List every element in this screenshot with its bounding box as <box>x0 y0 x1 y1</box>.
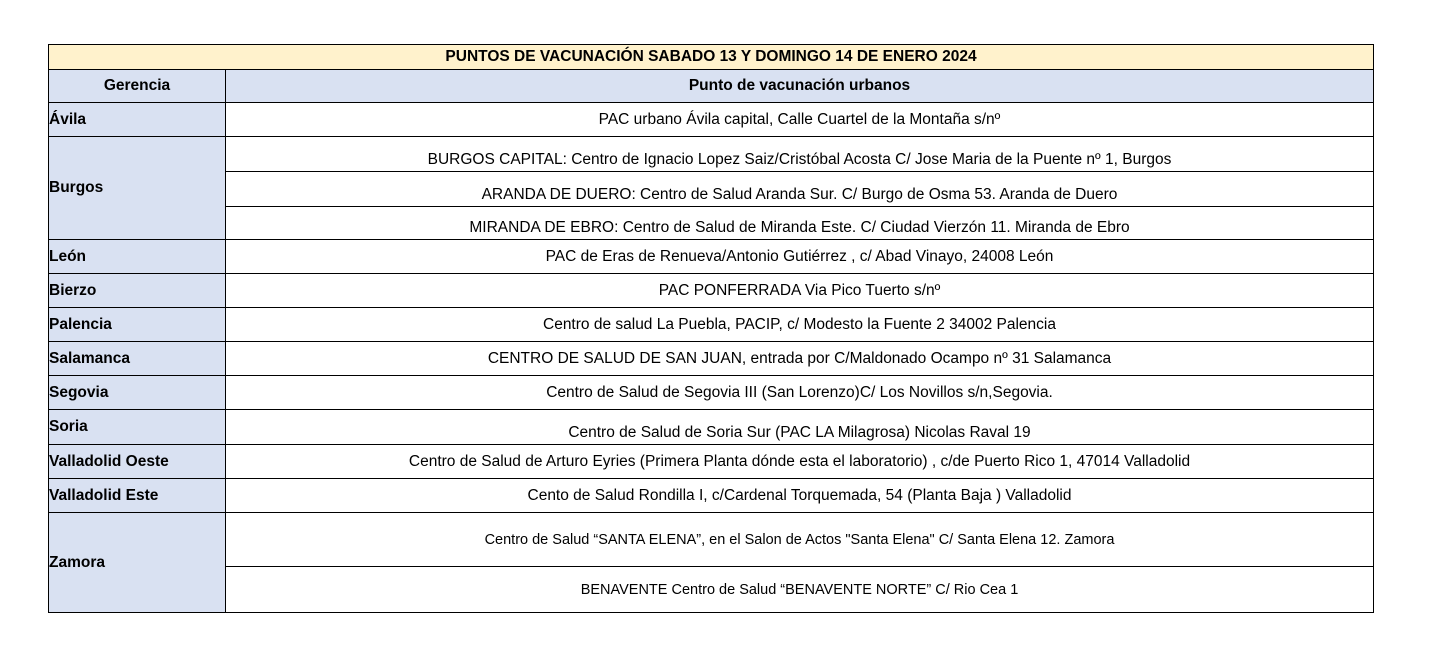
punto-cell: PAC urbano Ávila capital, Calle Cuartel de la Montaña s/nº <box>226 103 1374 137</box>
gerencia-cell: León <box>49 240 226 274</box>
punto-cell: CENTRO DE SALUD DE SAN JUAN, entrada por C/Maldonado Ocampo nº 31 Salamanca <box>226 342 1374 376</box>
gerencia-cell: Zamora <box>49 513 226 613</box>
table-row <box>49 479 1374 513</box>
table-row <box>49 274 1374 308</box>
table-row <box>49 103 1374 137</box>
gerencia-cell: Palencia <box>49 308 226 342</box>
table-row <box>49 410 1374 445</box>
table-row <box>49 376 1374 410</box>
table-row <box>49 342 1374 376</box>
header-punto-vacunacion: Punto de vacunación urbanos <box>226 70 1374 103</box>
punto-cell: Centro de Salud “SANTA ELENA”, en el Salon de Actos "Santa Elena" C/ Santa Elena 12. Zamora <box>226 513 1374 567</box>
gerencia-cell: Valladolid Oeste <box>49 445 226 479</box>
table-row <box>49 513 1374 567</box>
table-row <box>49 445 1374 479</box>
gerencia-cell: Bierzo <box>49 274 226 308</box>
table-row <box>49 137 1374 172</box>
table-row <box>49 240 1374 274</box>
gerencia-cell: Valladolid Este <box>49 479 226 513</box>
title-row <box>49 45 1374 70</box>
vaccination-points-table <box>48 44 1374 613</box>
punto-cell: MIRANDA DE EBRO: Centro de Salud de Miranda Este. C/ Ciudad Vierzón 11. Miranda de Ebro <box>226 207 1374 240</box>
punto-cell: Cento de Salud Rondilla I, c/Cardenal Torquemada, 54 (Planta Baja ) Valladolid <box>226 479 1374 513</box>
table-row <box>49 207 1374 240</box>
punto-cell: BENAVENTE Centro de Salud “BENAVENTE NORTE” C/ Rio Cea 1 <box>226 567 1374 613</box>
gerencia-cell: Burgos <box>49 137 226 240</box>
punto-cell: BURGOS CAPITAL: Centro de Ignacio Lopez Saiz/Cristóbal Acosta C/ Jose Maria de la Puente nº 1, Burgos <box>226 137 1374 172</box>
punto-cell: Centro de Salud de Segovia III (San Lorenzo)C/ Los Novillos s/n,Segovia. <box>226 376 1374 410</box>
table-row <box>49 172 1374 207</box>
gerencia-cell: Segovia <box>49 376 226 410</box>
punto-cell: ARANDA DE DUERO: Centro de Salud Aranda Sur. C/ Burgo de Osma 53. Aranda de Duero <box>226 172 1374 207</box>
gerencia-cell: Soria <box>49 410 226 445</box>
punto-cell: PAC de Eras de Renueva/Antonio Gutiérrez , c/ Abad Vinayo, 24008 León <box>226 240 1374 274</box>
gerencia-cell: Ávila <box>49 103 226 137</box>
punto-cell: PAC PONFERRADA Via Pico Tuerto s/nº <box>226 274 1374 308</box>
header-gerencia: Gerencia <box>49 70 226 103</box>
punto-cell: Centro de Salud de Arturo Eyries (Primera Planta dónde esta el laboratorio) , c/de Puerto Rico 1, 47014 Valladolid <box>226 445 1374 479</box>
table-title: PUNTOS DE VACUNACIÓN SABADO 13 Y DOMINGO 14 DE ENERO 2024 <box>49 45 1374 70</box>
gerencia-cell: Salamanca <box>49 342 226 376</box>
punto-cell: Centro de salud La Puebla, PACIP, c/ Modesto la Fuente 2 34002 Palencia <box>226 308 1374 342</box>
table-row <box>49 567 1374 613</box>
table-row <box>49 308 1374 342</box>
punto-cell: Centro de Salud de Soria Sur (PAC LA Milagrosa) Nicolas Raval 19 <box>226 410 1374 445</box>
header-row <box>49 70 1374 103</box>
